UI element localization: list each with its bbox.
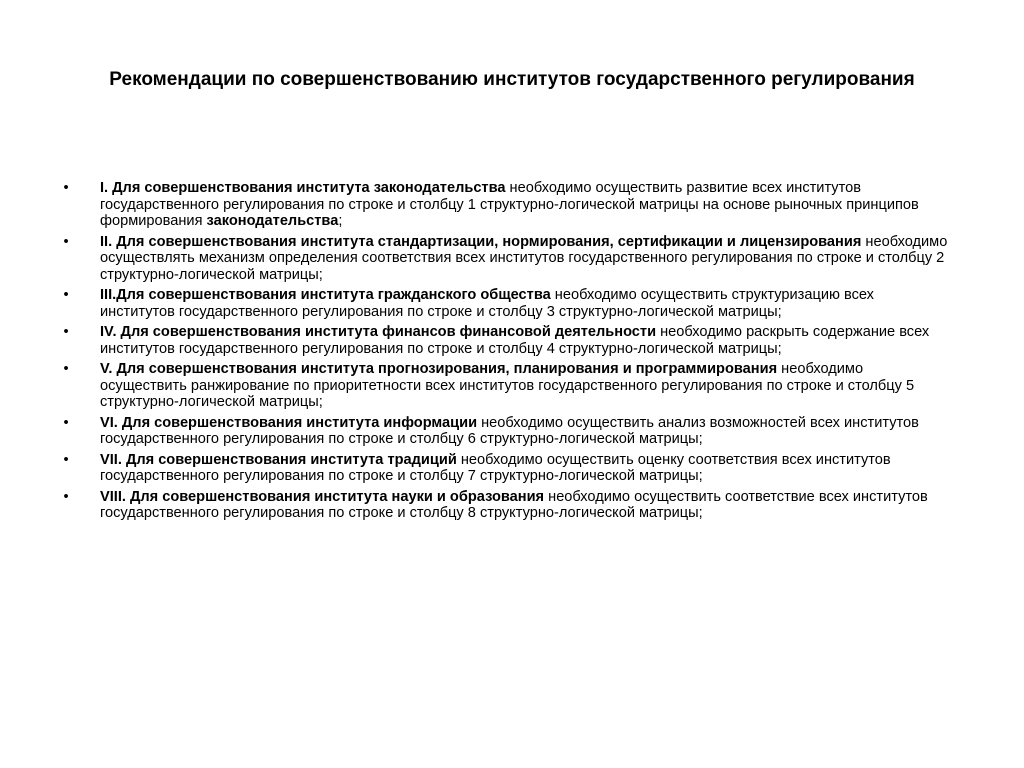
bullet-icon: • [63, 414, 69, 431]
bullet-icon: • [63, 488, 69, 505]
item-lead: II. Для совершенствования института стандартизации, нормирования, сертификации и лицензирования [100, 233, 862, 250]
list-item-3 [60, 287, 950, 320]
slide-title: Рекомендации по совершенствованию институтов государственного регулирования [109, 69, 915, 90]
bullet-icon: • [63, 287, 69, 303]
bullet-icon: • [63, 361, 69, 377]
item-text: необходимо осуществить ранжирование по приоритетности всех институтов государственного регулирования по строке и столбцу 5 структурно-логической матрицы; [100, 361, 915, 410]
item-lead: V. Для совершенствования института прогнозирования, планирования и программирования [100, 361, 778, 377]
item-lead: VI. Для совершенствования института информации [100, 414, 478, 431]
item-text: необходимо осуществить структуризацию всех институтов государственного регулирования по строке и столбцу 3 структурно-логической матрицы; [100, 287, 874, 320]
list-item-5 [60, 361, 950, 411]
item-bold-tail: законодательства [206, 213, 339, 229]
recommendations-list [60, 180, 950, 526]
list-item-1 [60, 180, 950, 230]
list-item-4 [60, 324, 950, 357]
item-lead: VIII. Для совершенствования института науки и образования [100, 488, 545, 505]
item-text: необходимо осуществить оценку соответствия всех институтов государственного регулирования по строке и столбцу 7 структурно-логической матрицы; [100, 451, 891, 484]
list-item-2 [60, 234, 950, 284]
bullet-icon: • [63, 180, 69, 196]
item-text: необходимо осуществлять механизм определения соответствия всех институтов государственного регулирования по строке и столбцу 2 структурно-логической матрицы; [100, 233, 948, 283]
item-text: необходимо осуществить развитие всех институтов государственного регулирования по строке и столбцу 1 структурно-логической матрицы на основе рыночных принципов формирования [100, 180, 919, 229]
list-item-6 [60, 415, 950, 448]
list-item-8 [60, 489, 950, 522]
bullet-icon: • [63, 451, 69, 468]
item-lead: VII. Для совершенствования института традиций [100, 451, 457, 468]
list-item-7 [60, 452, 950, 485]
bullet-icon: • [63, 233, 69, 250]
item-tail: ; [338, 213, 343, 229]
item-lead: III.Для совершенствования института гражданского общества [100, 287, 551, 303]
item-lead: I. Для совершенствования института законодательства [100, 180, 506, 196]
item-text: необходимо раскрыть содержание всех институтов государственного регулирования по строке и столбцу 4 структурно-логической матрицы; [100, 324, 930, 357]
item-text: необходимо осуществить соответствие всех институтов государственного регулирования по строке и столбцу 8 структурно-логической матрицы; [100, 488, 928, 521]
item-text: необходимо осуществить анализ возможностей всех институтов государственного регулирования по строке и столбцу 6 структурно-логической матрицы; [100, 414, 919, 447]
item-lead: IV. Для совершенствования института финансов финансовой деятельности [100, 324, 657, 340]
bullet-icon: • [63, 324, 69, 340]
